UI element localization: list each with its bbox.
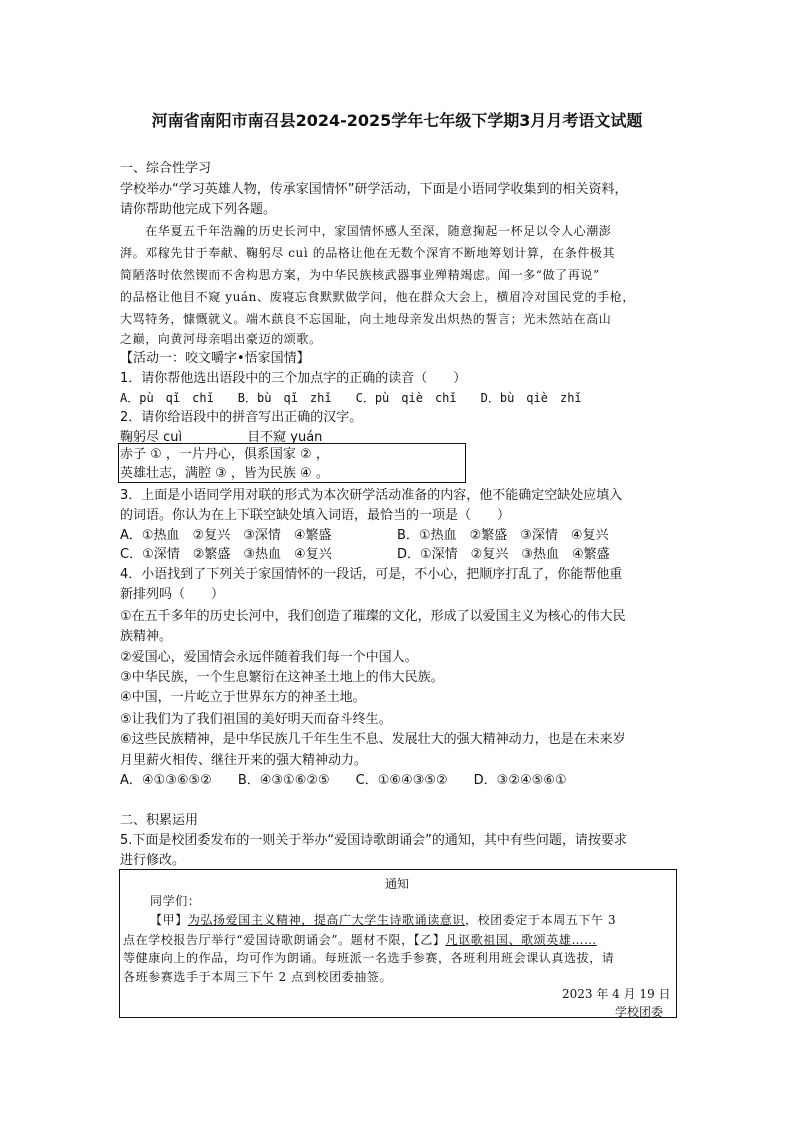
question-4-item: 月里薪火相传、继往开来的强大精神动力。 [120,753,368,768]
notice-heading: 通知 [384,877,409,891]
question-3-option-b: B．①热血 ②繁盛 ③深情 ④复兴 [397,528,609,543]
passage-line: 在华夏五千年浩瀚的历史长河中，家国情怀感人至深，随意掬起一杯足以令人心潮澎 [120,224,612,238]
question-2: 2．请你给语段中的拼音写出正确的汉字。 [120,410,363,425]
couplet-lower: 英雄壮志，满腔 ③ ，皆为民族 ④ 。 [120,466,329,481]
question-4-item: ③中华民族，一个生息繁衍在这神圣土地上的伟大民族。 [120,670,444,685]
notice-marker-jia: 【甲】 [150,913,188,927]
section-heading-2: 二、积累运用 [120,813,199,828]
notice-line-1 [150,912,616,929]
question-4-item: ①在五千多年的历史长河中，我们创造了璀璨的文化，形成了以爱国主义为核心的伟大民 [120,609,626,624]
notice-line-4: 各班参赛选手于本周三下午 2 点到校团委抽签。 [123,970,393,984]
passage-line: 简陋落时依然锲而不舍构思方案，为中华民族核武器事业殚精竭虑。闻一多“做了再说” [120,268,600,282]
question-4-item: ④中国，一片屹立于世界东方的神圣土地。 [120,690,366,705]
couplet-upper: 赤子 ① ，一片丹心，俱系国家 ② ， [120,447,329,462]
question-2-blanks: 鞠躬尽 cuì______ 目不窥 yuán______ [120,430,362,445]
passage-line: 之巅，向黄河母亲唱出豪迈的颂歌。 [120,332,322,346]
question-3-option-a: A．①热血 ②复兴 ③深情 ④繁盛 [120,528,332,543]
notice-salutation: 同学们： [150,894,201,908]
intro-line-2: 请你帮助他完成下列各题。 [120,202,277,217]
notice-line-2 [123,932,597,949]
passage-line: 的品格让他目不窥 yuán、废寝忘食默默做学问，他在群众大会上，横眉冷对国民党的手枪， [120,290,636,304]
notice-line-3: 等健康向上的作品，均可作为朗诵。每班派一名选手参赛，各班利用班会课认真选拔，请 [123,951,615,965]
question-3-line-1: 3．上面是小语同学用对联的形式为本次研学活动准备的内容，他不能确定空缺处应填入 [120,488,623,503]
question-3-option-d: D．①深情 ②复兴 ③热血 ④繁盛 [397,547,610,562]
section-heading-1: 一、综合性学习 [120,161,212,176]
question-4-item: ②爱国心，爱国情会永远伴随着我们每一个中国人。 [120,650,418,665]
activity-heading: 【活动一：咬文嚼字•悟家国情】 [120,351,310,366]
passage-line: 大骂特务，慷慨就义。端木蕻良不忘国耻，向土地母亲发出炽热的誓言；光未然站在高山 [120,312,612,326]
page-title: 河南省南阳市南召县2024-2025学年七年级下学期3月月考语文试题 [151,111,643,130]
question-1: 1．请你帮他选出语段中的三个加点字的正确的读音（ ） [120,371,467,386]
question-4-item: ⑤让我们为了我们祖国的美好明天而奋斗终生。 [120,712,392,727]
notice-signer: 学校团委 [615,1005,664,1019]
question-4-line-1: 4．小语找到了下列关于家国情怀的一段话，可是，不小心，把顺序打乱了，你能帮他重 [120,567,623,582]
question-3-line-2: 的词语。你认为在上下联空缺处填入词语，最恰当的一项是（ ） [120,508,511,523]
notice-line-1-tail: ，校团委定于本周五下午 3 [465,913,617,927]
notice-underlined-phrase: 凡讴歌祖国、歌颂英雄…… [445,933,597,947]
notice-line-2-head: 点在学校报告厅举行“爱国诗歌朗诵会”。题材不限，【乙】 [123,933,446,947]
question-4-item: ⑥这些民族精神，是中华民族几千年生生不息、发展壮大的强大精神动力，也是在未来岁 [120,732,626,747]
question-1-options: A．pù qǐ chǐ B．bù qǐ zhǐ C．pù qiè chǐ D．bù qiè zhǐ [120,391,582,405]
notice-date: 2023 年 4 月 19 日 [562,987,671,1001]
question-4-line-2: 新排列吗（ ） [120,587,225,602]
question-4-options: A．④①③⑥⑤② B．④③①⑥②⑤ C．①⑥④③⑤② D．③②④⑤⑥① [120,773,567,788]
question-3-option-c: C．①深情 ②繁盛 ③热血 ④复兴 [120,547,332,562]
question-4-item: 族精神。 [120,629,173,644]
intro-line-1: 学校举办“学习英雄人物，传承家国情怀”研学活动，下面是小语同学收集到的相关资料， [120,182,628,197]
question-5-line-2: 进行修改。 [120,853,186,868]
question-5-line-1: 5.下面是校团委发布的一则关于举办“爱国诗歌朗诵会”的通知，其中有些问题，请按要求 [120,833,627,848]
passage-line: 湃。邓稼先甘于奉献、鞠躬尽 cuì 的品格让他在无数个深宵不断地筹划计算，在条件极其 [120,246,616,260]
notice-underlined-sentence: 为弘扬爱国主义精神，提高广大学生诗歌诵读意识 [187,913,466,927]
